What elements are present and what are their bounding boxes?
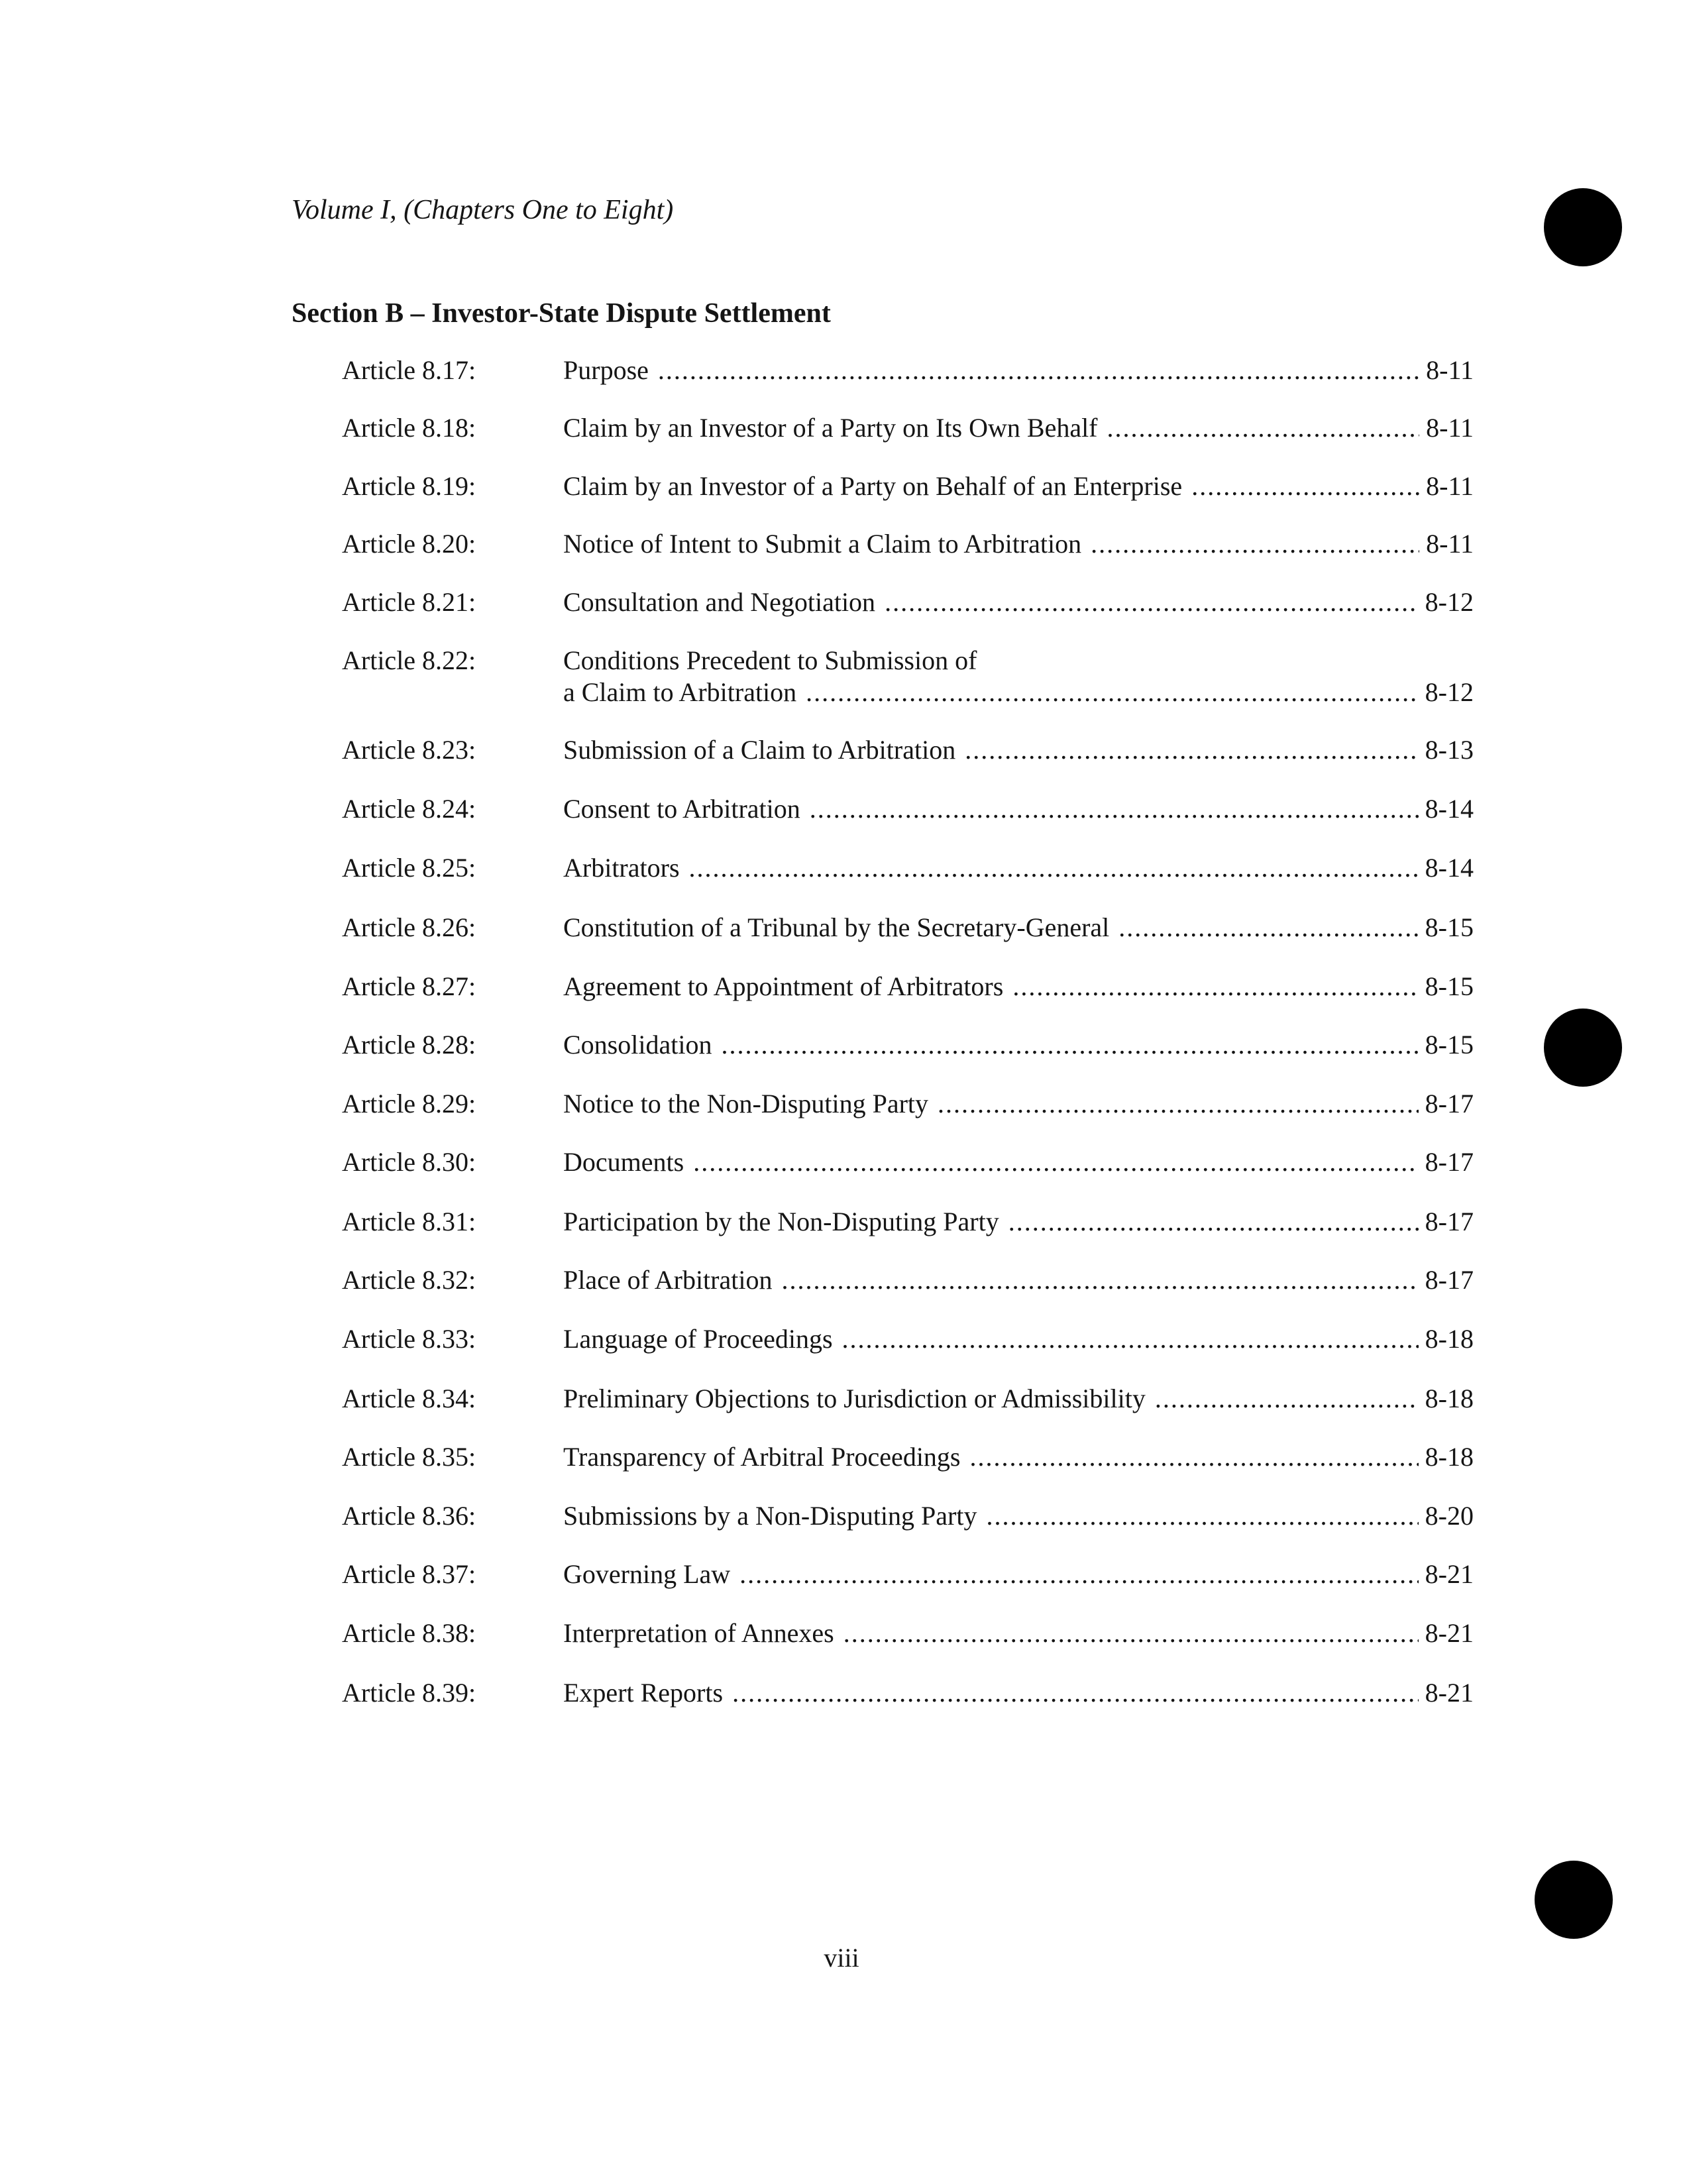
toc-entry-page: 8-21 [1425, 1678, 1474, 1708]
toc-entry-number: Article 8.29: [342, 1089, 476, 1119]
dot-leader [806, 677, 1419, 708]
toc-entry-title-block [563, 1677, 1474, 1709]
toc-entry-number: Article 8.39: [342, 1678, 476, 1708]
toc-entry-number: Article 8.17: [342, 355, 476, 385]
toc-entry-number: Article 8.23: [342, 735, 476, 765]
toc-entry-line [563, 1617, 1474, 1649]
toc-entry-number: Article 8.24: [342, 794, 476, 824]
dot-leader [693, 1146, 1418, 1178]
toc-entry-title: Transparency of Arbitral Proceedings [563, 1442, 961, 1472]
toc-entry-page: 8-14 [1425, 794, 1474, 824]
toc-entry-number: Article 8.37: [342, 1559, 476, 1589]
punch-hole-top [1544, 188, 1622, 266]
toc-entry-title-block [563, 912, 1474, 944]
running-header: Volume I, (Chapters One to Eight) [292, 195, 674, 225]
toc-entry-title-block [563, 971, 1474, 1003]
toc-entry-line [563, 412, 1474, 444]
toc-entry-page: 8-11 [1426, 529, 1474, 559]
dot-leader [842, 1323, 1419, 1355]
dot-leader [885, 586, 1419, 618]
toc-entry-page: 8-12 [1425, 677, 1474, 707]
toc-entry-title-block [563, 1500, 1474, 1532]
toc-entry-page: 8-18 [1425, 1442, 1474, 1472]
dot-leader [781, 1264, 1418, 1296]
toc-entry-line [563, 734, 1474, 766]
toc-entry-page: 8-15 [1425, 1030, 1474, 1060]
toc-entry-number: Article 8.31: [342, 1207, 476, 1236]
toc-entry-title: Purpose [563, 355, 649, 385]
toc-entry-page: 8-21 [1425, 1559, 1474, 1589]
toc-entry-number: Article 8.33: [342, 1324, 476, 1354]
page-number: viii [824, 1943, 859, 1973]
toc-entry-title: Preliminary Objections to Jurisdiction or Admissibility [563, 1384, 1146, 1413]
toc-entry-page: 8-14 [1425, 853, 1474, 883]
dot-leader [732, 1677, 1419, 1709]
toc-entry-title: Notice of Intent to Submit a Claim to Arbitration [563, 529, 1082, 559]
toc-entry-title: a Claim to Arbitration [563, 677, 797, 707]
toc-entry-page: 8-15 [1425, 912, 1474, 942]
toc-entry-number: Article 8.20: [342, 529, 476, 559]
toc-entry-title-block [563, 355, 1474, 386]
toc-entry-number: Article 8.32: [342, 1265, 476, 1295]
toc-entry-title: Participation by the Non-Disputing Party [563, 1207, 999, 1236]
toc-entry-line [563, 793, 1474, 825]
dot-leader [1091, 528, 1419, 560]
toc-entry-title-line1: Conditions Precedent to Submission of [563, 645, 977, 675]
toc-entry-title-block [563, 852, 1474, 884]
toc-entry-page: 8-12 [1425, 587, 1474, 617]
toc-entry-page: 8-11 [1426, 471, 1474, 501]
toc-entry-number: Article 8.27: [342, 971, 476, 1001]
toc-entry-title: Place of Arbitration [563, 1265, 773, 1295]
toc-entry-line [563, 1441, 1474, 1473]
toc-entry-title-block [563, 1617, 1474, 1649]
toc-entry-line [563, 1383, 1474, 1415]
toc-entry-number: Article 8.26: [342, 912, 476, 942]
toc-entry-page: 8-13 [1425, 735, 1474, 765]
toc-entry-page: 8-17 [1425, 1207, 1474, 1236]
toc-entry-number: Article 8.21: [342, 587, 476, 617]
toc-entry-line [563, 1206, 1474, 1238]
toc-entry-title-block [563, 528, 1474, 560]
toc-entry-title-block [563, 586, 1474, 618]
dot-leader [938, 1088, 1419, 1120]
toc-entry-title: Governing Law [563, 1559, 731, 1589]
toc-entry-title-block [563, 1264, 1474, 1296]
toc-entry-line [563, 852, 1474, 884]
punch-hole-bottom [1535, 1861, 1613, 1939]
toc-entry-page: 8-20 [1425, 1501, 1474, 1531]
toc-entry-title: Consultation and Negotiation [563, 587, 876, 617]
toc-entry-title-block [563, 1146, 1474, 1178]
dot-leader [1008, 1206, 1419, 1238]
dot-leader [721, 1029, 1418, 1061]
dot-leader [810, 793, 1419, 825]
toc-entry-number: Article 8.38: [342, 1618, 476, 1648]
dot-leader [1107, 412, 1420, 444]
toc-entry-title-block [563, 1383, 1474, 1415]
dot-leader [843, 1617, 1419, 1649]
toc-entry-title: Expert Reports [563, 1678, 724, 1708]
toc-entry-line [563, 1146, 1474, 1178]
toc-entry-title: Consent to Arbitration [563, 794, 800, 824]
toc-entry-title: Consolidation [563, 1030, 712, 1060]
toc-entry-number: Article 8.25: [342, 853, 476, 883]
toc-entry-number: Article 8.22: [342, 645, 476, 675]
toc-entry-title: Submissions by a Non-Disputing Party [563, 1501, 977, 1531]
dot-leader [739, 1558, 1419, 1590]
toc-entry-line [563, 586, 1474, 618]
toc-entry-number: Article 8.18: [342, 413, 476, 443]
dot-leader [986, 1500, 1418, 1532]
toc-entry-title: Constitution of a Tribunal by the Secretary-General [563, 912, 1110, 942]
toc-entry-title: Arbitrators [563, 853, 680, 883]
punch-hole-middle [1544, 1009, 1622, 1087]
section-title: Section B – Investor-State Dispute Settlement [292, 298, 831, 329]
toc-entry-page: 8-21 [1425, 1618, 1474, 1648]
toc-entry-page: 8-11 [1426, 413, 1474, 443]
toc-entry-line [563, 1500, 1474, 1532]
dot-leader [658, 355, 1419, 386]
toc-entry-title-block [563, 1206, 1474, 1238]
toc-entry-page: 8-17 [1425, 1147, 1474, 1177]
toc-entry-title-block [563, 1323, 1474, 1355]
toc-entry-number: Article 8.34: [342, 1384, 476, 1413]
toc-entry-title: Notice to the Non-Disputing Party [563, 1089, 929, 1119]
toc-entry-number: Article 8.35: [342, 1442, 476, 1472]
toc-entry-line [563, 1323, 1474, 1355]
toc-entry-number: Article 8.28: [342, 1030, 476, 1060]
toc-entry-title-block [563, 470, 1474, 502]
toc-entry-page: 8-15 [1425, 971, 1474, 1001]
toc-entry-title-block [563, 645, 1474, 708]
toc-entry-title-block [563, 1441, 1474, 1473]
toc-entry-line [563, 470, 1474, 502]
toc-entry-title-block [563, 1029, 1474, 1061]
toc-entry-page: 8-17 [1425, 1089, 1474, 1119]
toc-entry-page: 8-11 [1426, 355, 1474, 385]
toc-entry-page: 8-18 [1425, 1384, 1474, 1413]
toc-entry-line [563, 1029, 1474, 1061]
toc-entry-line [563, 528, 1474, 560]
toc-entry-number: Article 8.36: [342, 1501, 476, 1531]
toc-entry-line [563, 1088, 1474, 1120]
toc-entry-number: Article 8.30: [342, 1147, 476, 1177]
toc-entry-line [563, 912, 1474, 944]
toc-entry-line [563, 1264, 1474, 1296]
toc-entry-line [563, 677, 1474, 708]
dot-leader [965, 734, 1418, 766]
toc-entry-title: Documents [563, 1147, 684, 1177]
toc-entry-page: 8-18 [1425, 1324, 1474, 1354]
dot-leader [1118, 912, 1418, 944]
dot-leader [970, 1441, 1419, 1473]
dot-leader [689, 852, 1419, 884]
dot-leader [1012, 971, 1418, 1003]
toc-entry-title-block [563, 734, 1474, 766]
toc-entry-title: Claim by an Investor of a Party on Behalf of an Enterprise [563, 471, 1183, 501]
toc-entry-title-block [563, 1088, 1474, 1120]
toc-entry-title: Submission of a Claim to Arbitration [563, 735, 956, 765]
toc-entry-line [563, 355, 1474, 386]
toc-entry-title-block [563, 1558, 1474, 1590]
toc-entry-line [563, 1677, 1474, 1709]
toc-entry-title: Claim by an Investor of a Party on Its Own Behalf [563, 413, 1098, 443]
toc-entry-title-block [563, 412, 1474, 444]
toc-entry-number: Article 8.19: [342, 471, 476, 501]
toc-entry-line [563, 971, 1474, 1003]
toc-entry-title: Agreement to Appointment of Arbitrators [563, 971, 1004, 1001]
toc-entry-title: Interpretation of Annexes [563, 1618, 834, 1648]
dot-leader [1155, 1383, 1419, 1415]
toc-entry-line [563, 1558, 1474, 1590]
toc-entry-title: Language of Proceedings [563, 1324, 833, 1354]
toc-entry-title-block [563, 793, 1474, 825]
toc-entry-page: 8-17 [1425, 1265, 1474, 1295]
dot-leader [1191, 470, 1419, 502]
